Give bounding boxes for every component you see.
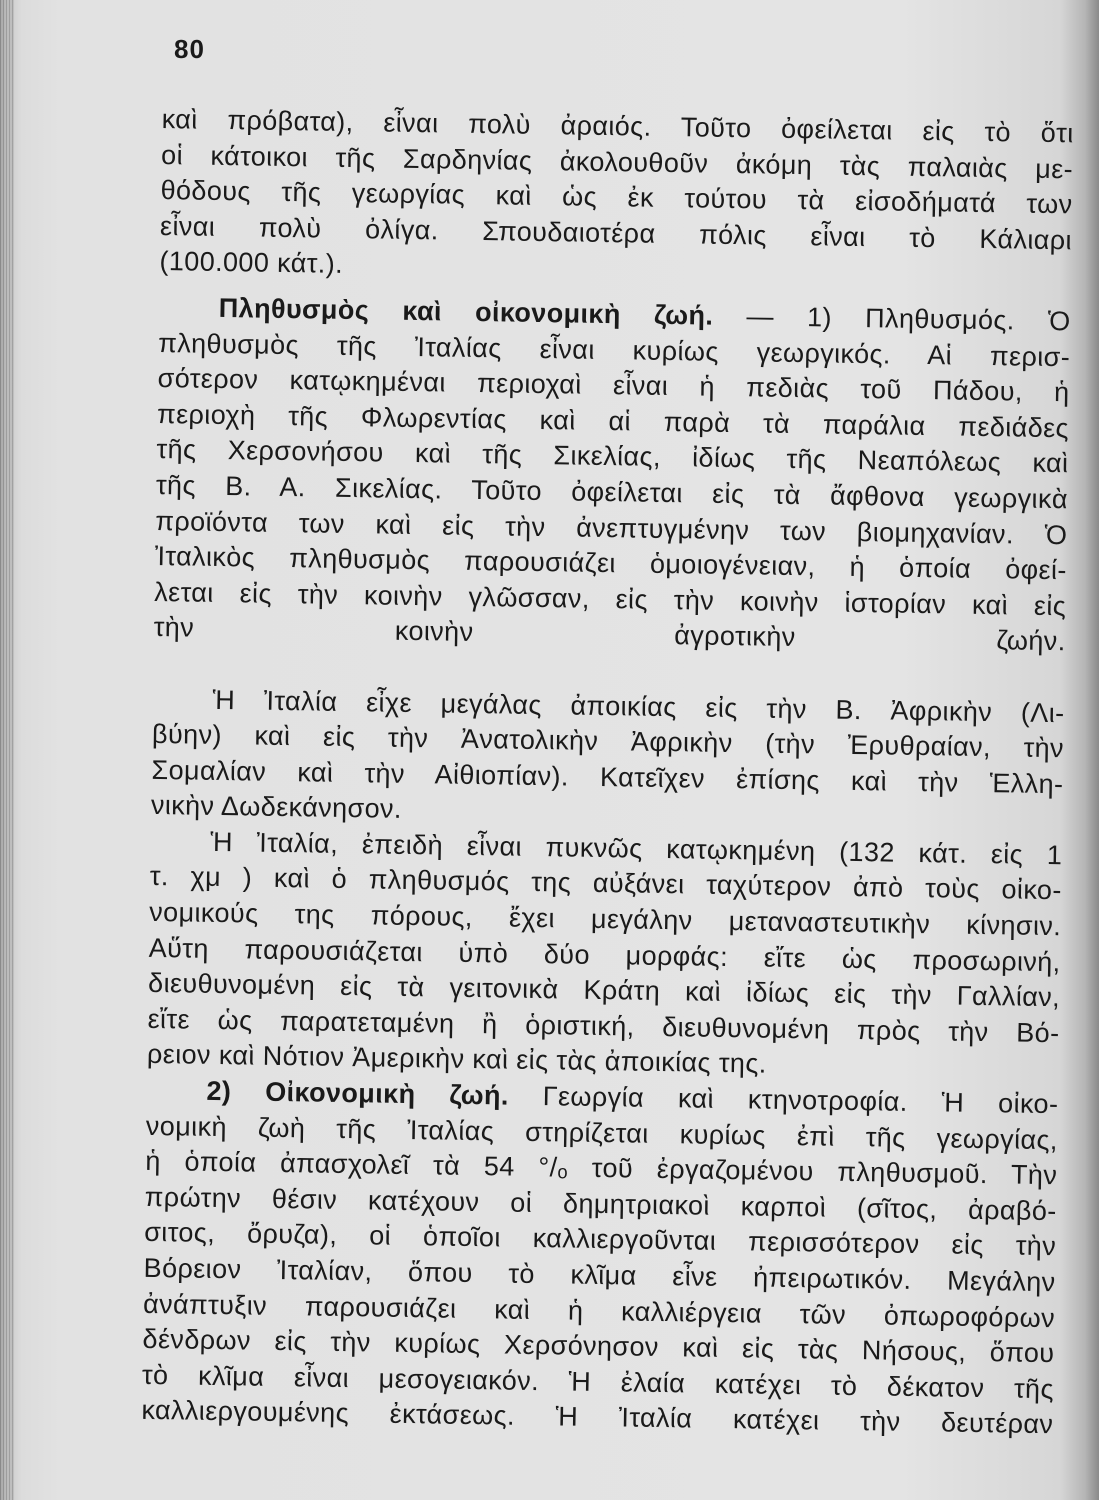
text-line: Ἰταλικὸς πληθυσμὸς παρουσιάζει ὁμοιογένειαν, ἡ ὁποία ὀφεί-	[154, 541, 1067, 586]
text-line: νομικούς της πόρους, ἔχει μεγάλην μεταναστευτικὴν κίνησιν.	[149, 896, 1062, 942]
text-line: τῆς Χερσονήσου καὶ τῆς Σικελίας, ἰδίως τῆς Νεαπόλεως καὶ	[156, 434, 1069, 479]
text-fragment: — 1) Πληθυσμός. Ὁ	[713, 300, 1071, 337]
text-line: καλλιεργουμένης ἐκτάσεως. Ἡ Ἰταλία κατέχει τὴν δευτέραν	[141, 1395, 1054, 1440]
text-line: Σομαλίαν καὶ τὴν Αἰθιοπίαν). Κατεῖχεν ἐπίσης καὶ τὴν Ἑλλη-	[151, 754, 1064, 799]
text-line: προϊόντα των καὶ εἰς τὴν ἀνεπτυγμένην των βιομηχανίαν. Ὁ	[155, 505, 1068, 550]
text-line: νικὴν Δωδεκάνησον.	[150, 790, 403, 825]
text-line: ἡ ὁποία ἀπασχολεῖ τὰ 54 °/ₒ τοῦ ἐργαζομένου πληθυσμοῦ. Τὴν	[145, 1146, 1058, 1191]
text-line: ἀνάπτυξιν παρουσιάζει καὶ ἡ καλλιέργεια τῶν ὀπωροφόρων	[142, 1288, 1056, 1333]
text-line: τῆς Β. Α. Σικελίας. Τοῦτο ὀφείλεται εἰς τὰ ἄφθονα γεωργικὰ	[155, 469, 1069, 515]
text-fragment: Γεωργία καὶ κτηνοτροφία. Ἡ οἰκο-	[508, 1080, 1059, 1120]
text-line: Ἡ Ἰταλία εἶχε μεγάλας ἀποικίας εἰς τὴν Β. Ἀφρικὴν (Λι-	[212, 684, 1065, 728]
body-text	[141, 102, 1074, 1443]
text-line: νομικὴ ζωὴ τῆς Ἰταλίας στηρίζεται κυρίως ἐπὶ τῆς γεωργίας,	[145, 1110, 1059, 1155]
text-line: τὸ κλῖμα εἶναι μεσογειακόν. Ἡ ἐλαία κατέχει τὸ δέκατον τῆς	[141, 1359, 1055, 1404]
text-line: θόδους τῆς γεωργίας καὶ ὡς ἐκ τούτου τὰ εἰσοδήματά των	[160, 175, 1073, 220]
text-line: ρειον καὶ Νότιον Ἀμερικὴν καὶ εἰς τὰς ἀποικίας της.	[146, 1039, 767, 1080]
text-line: Βόρειον Ἰταλίαν, ὅπου τὸ κλῖμα εἶνε ἠπειρωτικόν. Μεγάλην	[143, 1252, 1056, 1298]
text-line: δένδρων εἰς τὴν κυρίως Χερσόνησον καὶ εἰς τὰς Νήσους, ὅπου	[142, 1324, 1055, 1369]
text-line: βύην) καὶ εἰς τὴν Ἀνατολικὴν Ἀφρικὴν (τὴν Ἐρυθραίαν, τὴν	[151, 719, 1065, 764]
text-line: τ. χμ ) καὶ ὁ πληθυσμός της αὐξάνει ταχύτερον ἀπὸ τοὺς οἰκο-	[149, 861, 1062, 906]
text-line: καὶ πρόβατα), εἶναι πολὺ ἀραιός. Τοῦτο ὀφείλεται εἰς τὸ ὅτι	[161, 103, 1074, 149]
text-line: πληθυσμὸς τῆς Ἰταλίας εἶναι κυρίως γεωργικός. Αἱ περισ-	[157, 327, 1071, 372]
text-line: Ἡ Ἰταλία, ἐπειδὴ εἶναι πυκνῶς κατῳκημένη (132 κάτ. εἰς 1	[210, 826, 1063, 871]
section-heading: Πληθυσμὸς καὶ οἰκονομικὴ ζωή.	[218, 292, 714, 331]
text-line: τὴν κοινὴν ἀγροτικὴν ζωήν.	[153, 612, 1066, 657]
text-line: σιτος, ὄρυζα), οἱ ὁποῖοι καλλιεργοῦνται περισσότερον εἰς τὴν	[144, 1217, 1057, 1262]
section-heading: 2) Οἰκονομικὴ ζωή.	[206, 1075, 509, 1111]
text-line: εἶναι πολὺ ὀλίγα. Σπουδαιοτέρα πόλις εἶναι τὸ Κάλιαρι	[159, 210, 1073, 256]
text-line: διευθυνομένη εἰς τὰ γειτονικὰ Κράτη καὶ ἰδίως εἰς τὴν Γαλλίαν,	[147, 968, 1061, 1013]
text-line: πρώτην θέσιν κατέχουν οἱ δημητριακοὶ καρποὶ (σῖτος, ἀραβό-	[144, 1181, 1057, 1227]
text-line: Αὕτη παρουσιάζεται ὑπὸ δύο μορφάς: εἴτε ὡς προσωρινή,	[148, 932, 1061, 977]
text-line: σότερον κατῳκημέναι περιοχαὶ εἶναι ἡ πεδιὰς τοῦ Πάδου, ἡ	[157, 363, 1070, 408]
text-line: εἴτε ὡς παρατεταμένη ἢ ὁριστική, διευθυνομένη πρὸς τὴν Βό-	[147, 1003, 1060, 1049]
text-line: οἱ κάτοικοι τῆς Σαρδηνίας ἀκολουθοῦν ἀκόμη τὰς παλαιὰς με-	[160, 139, 1074, 184]
text-line: λεται εἰς τὴν κοινὴν γλῶσσαν, εἰς τὴν κοινὴν ἱστορίαν καὶ εἰς	[154, 576, 1067, 621]
page-binding-edge	[0, 0, 14, 1500]
text-line: (100.000 κάτ.).	[159, 246, 344, 280]
page-number: 80	[174, 34, 205, 64]
text-line: περιοχὴ τῆς Φλωρεντίας καὶ αἱ παρὰ τὰ παράλια πεδιάδες	[156, 398, 1070, 444]
